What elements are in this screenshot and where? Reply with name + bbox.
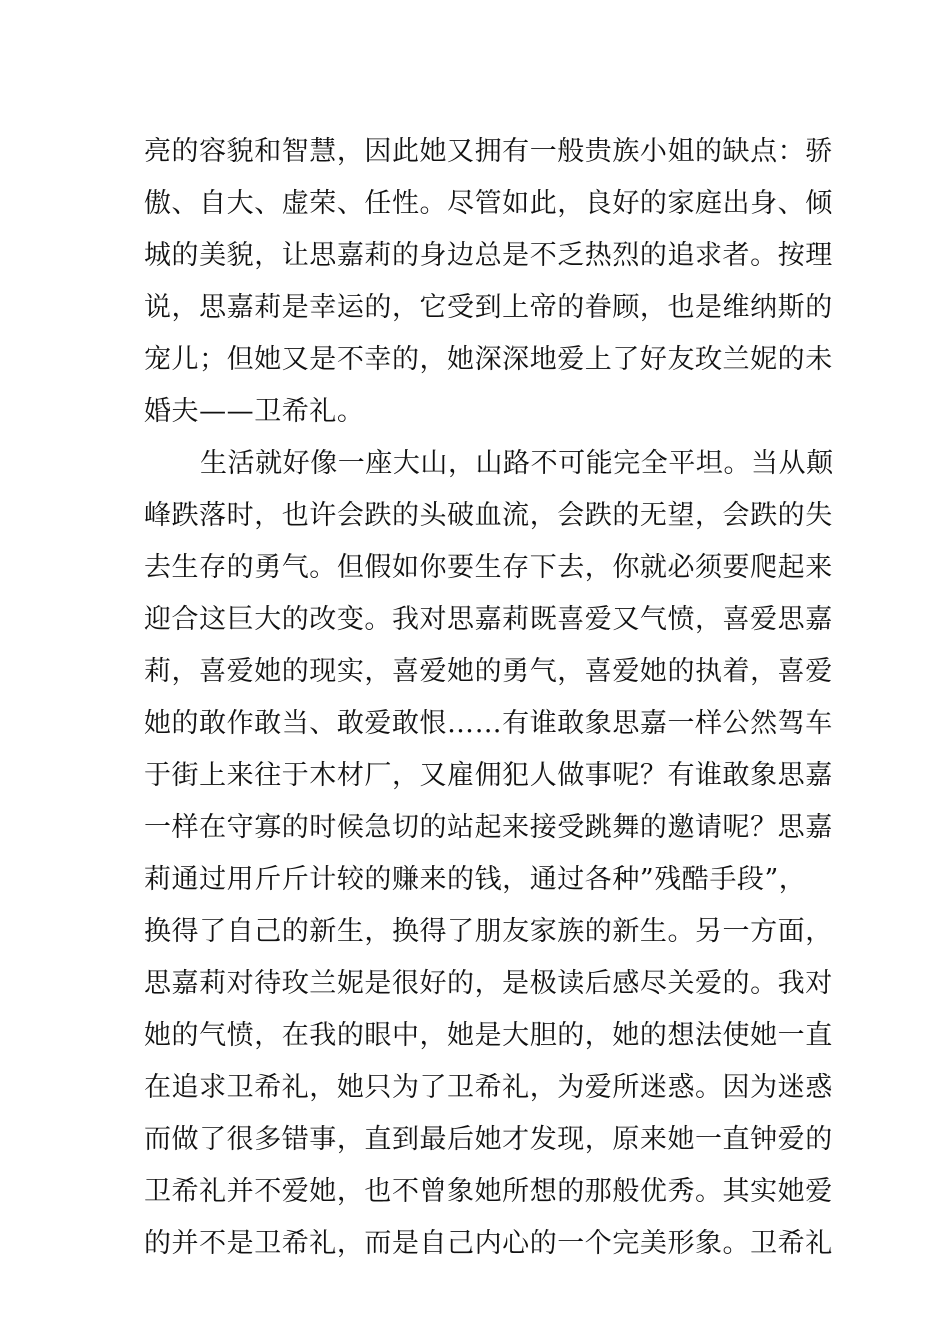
- body-text: [144, 126, 834, 1270]
- text-line: 思嘉莉对待玫兰妮是很好的，是极读后感尽关爱的。我对: [144, 968, 833, 999]
- text-line: 换得了自己的新生，换得了朋友家族的新生。另一方面，: [144, 916, 833, 947]
- text-line: 在追求卫希礼，她只为了卫希礼，为爱所迷惑。因为迷惑: [144, 1072, 833, 1103]
- text-line: 傲、自大、虚荣、任性。尽管如此，良好的家庭出身、倾: [144, 188, 833, 219]
- text-line: 她的敢作敢当、敢爱敢恨……有谁敢象思嘉一样公然驾车: [144, 708, 833, 739]
- text-line: 说，思嘉莉是幸运的，它受到上帝的眷顾，也是维纳斯的: [144, 292, 833, 323]
- text-line: 她的气愤，在我的眼中，她是大胆的，她的想法使她一直: [144, 1020, 833, 1051]
- text-line: 峰跌落时，也许会跌的头破血流，会跌的无望，会跌的失: [144, 500, 833, 531]
- text-line: 城的美貌，让思嘉莉的身边总是不乏热烈的追求者。按理: [144, 240, 833, 271]
- text-line: 宠儿；但她又是不幸的，她深深地爱上了好友玫兰妮的未: [144, 344, 833, 375]
- text-line: 婚夫——卫希礼。: [144, 396, 365, 427]
- text-line: 莉，喜爱她的现实，喜爱她的勇气，喜爱她的执着，喜爱: [144, 656, 833, 687]
- text-line: 于街上来往于木材厂，又雇佣犯人做事呢？有谁敢象思嘉: [144, 760, 833, 791]
- text-line: 迎合这巨大的改变。我对思嘉莉既喜爱又气愤，喜爱思嘉: [144, 604, 833, 635]
- text-line: 卫希礼并不爱她，也不曾象她所想的那般优秀。其实她爱: [144, 1176, 833, 1207]
- text-line: 莉通过用斤斤计较的赚来的钱，通过各种”残酷手段”，: [144, 864, 807, 895]
- text-line: 亮的容貌和智慧，因此她又拥有一般贵族小姐的缺点：骄: [144, 136, 833, 167]
- text-line: 去生存的勇气。但假如你要生存下去，你就必须要爬起来: [144, 552, 833, 583]
- text-line: 生活就好像一座大山，山路不可能完全平坦。当从颠: [200, 448, 834, 479]
- text-line: 一样在守寡的时候急切的站起来接受跳舞的邀请呢？思嘉: [144, 812, 833, 843]
- text-line: 的并不是卫希礼，而是自己内心的一个完美形象。卫希礼: [144, 1228, 833, 1259]
- text-line: 而做了很多错事，直到最后她才发现，原来她一直钟爱的: [144, 1124, 833, 1155]
